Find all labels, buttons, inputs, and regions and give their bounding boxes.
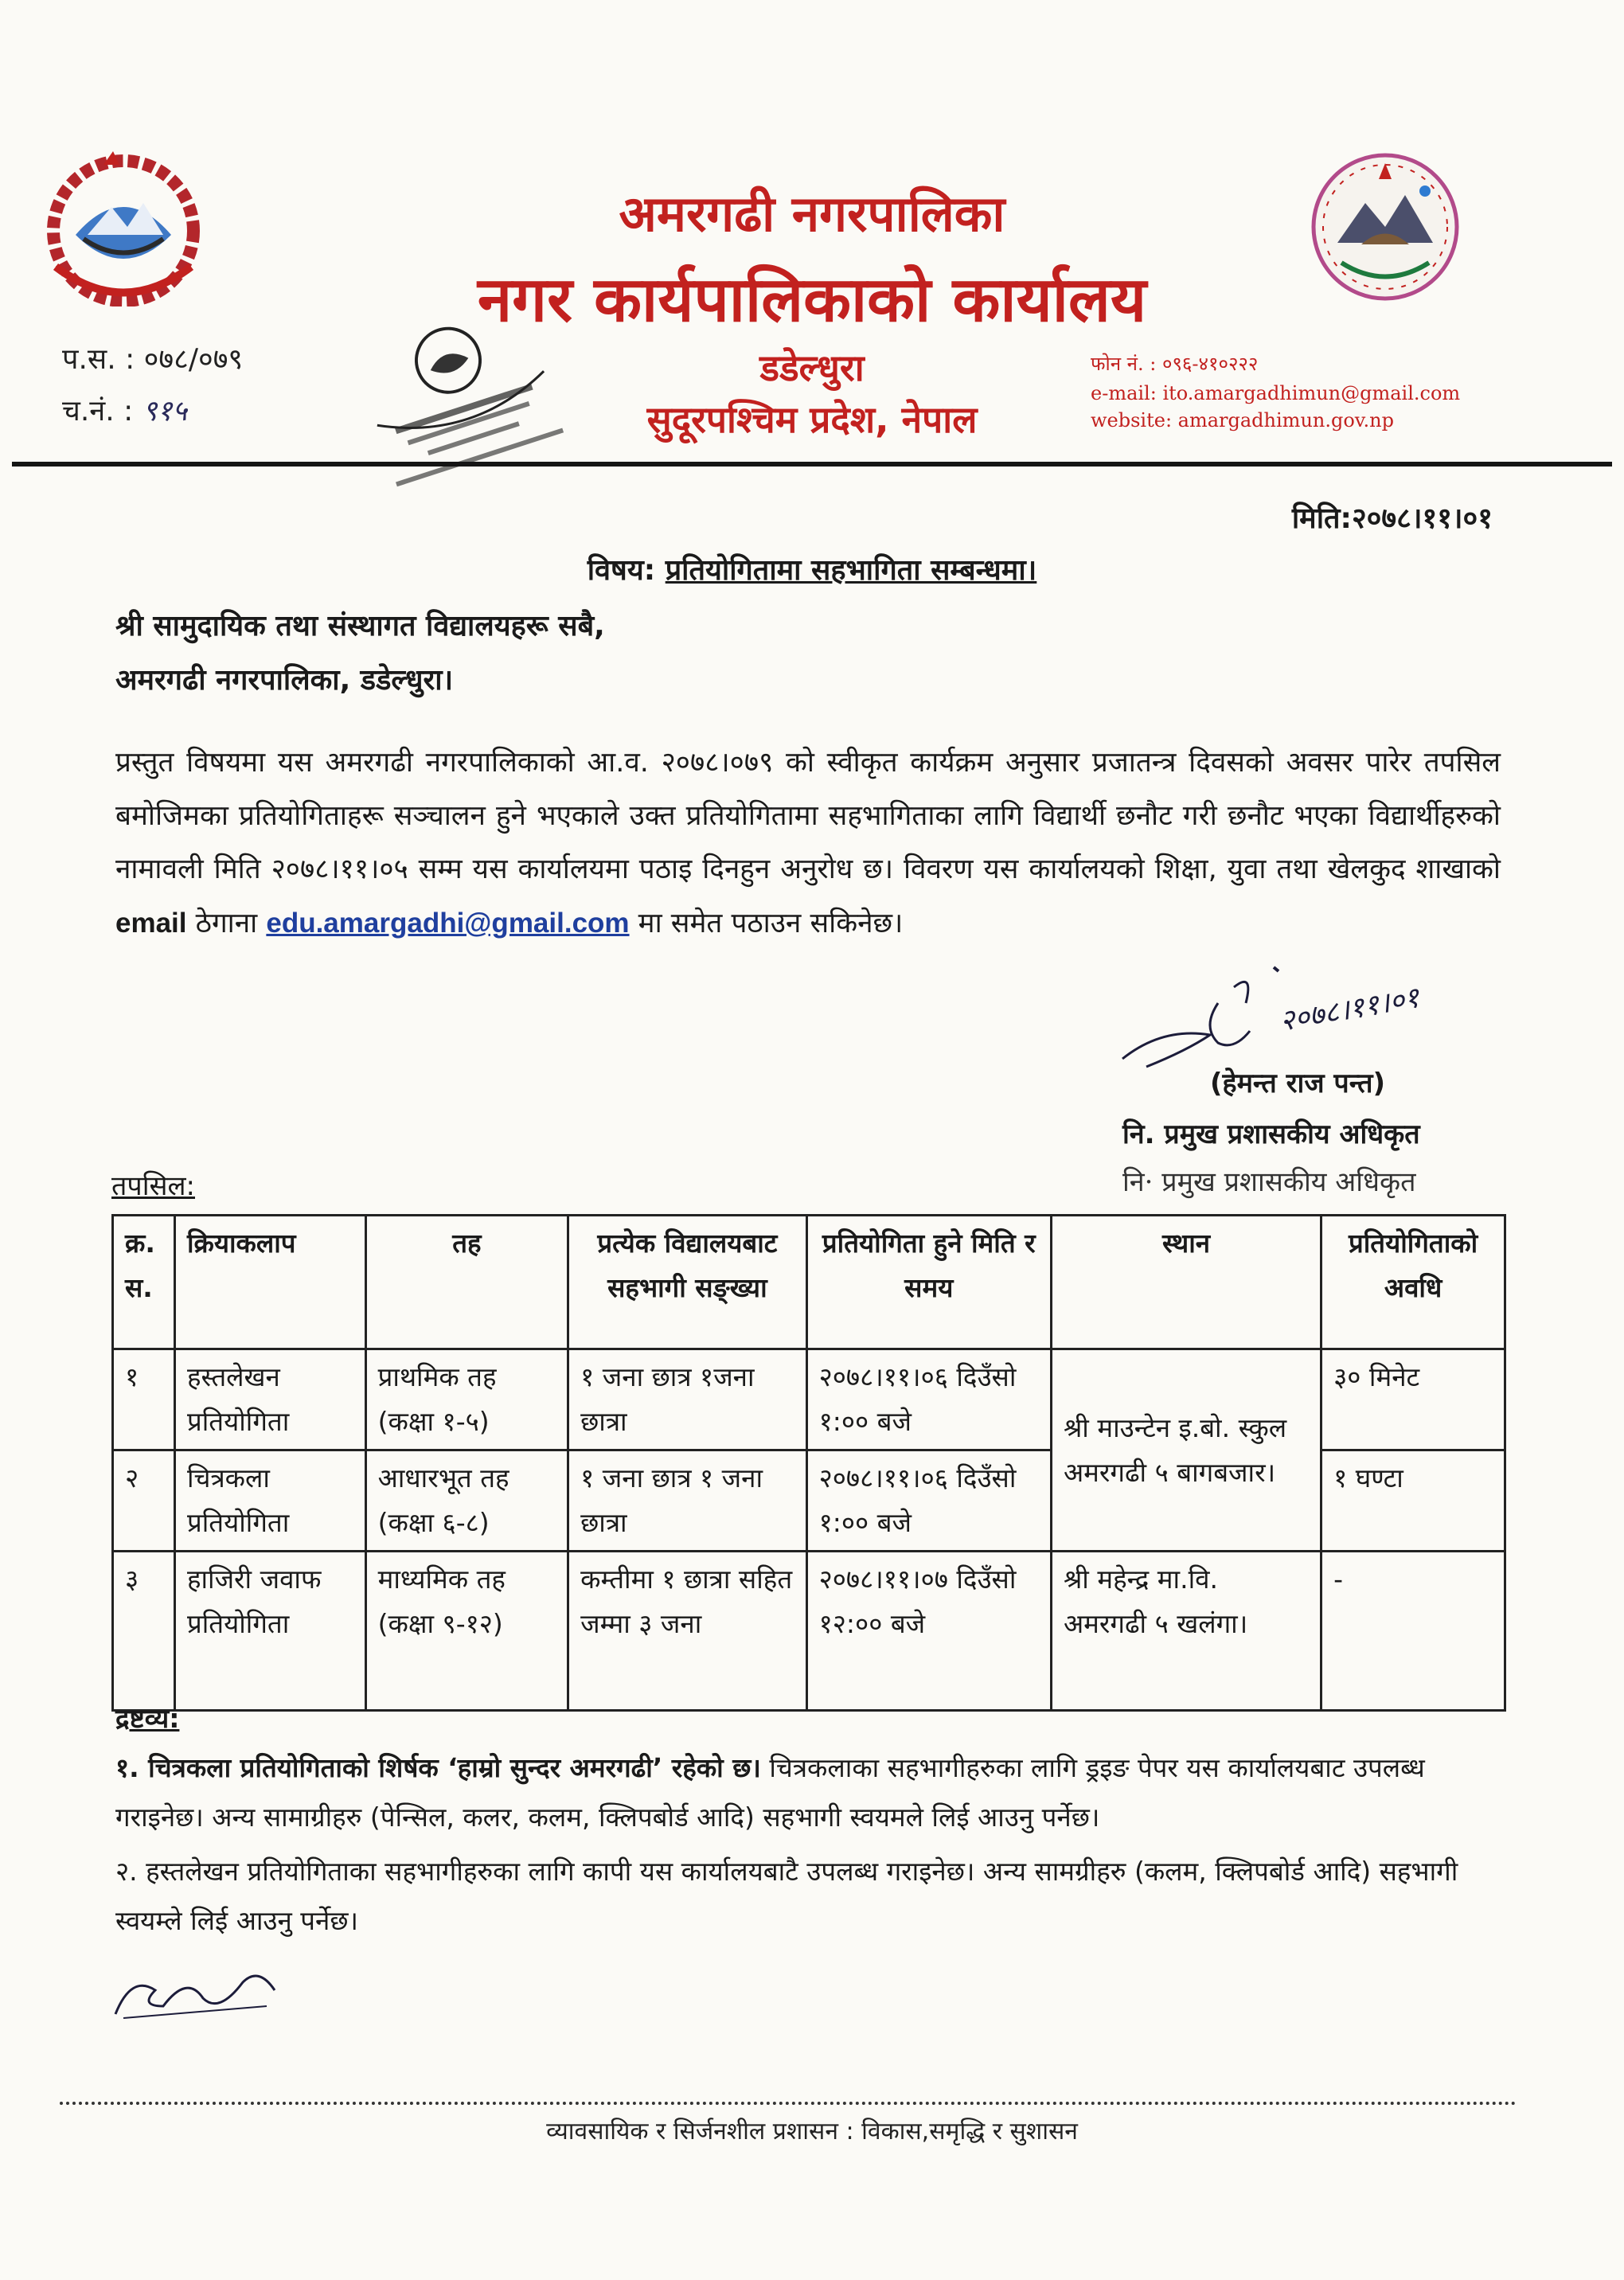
ch-number	[62, 390, 187, 429]
district-name: डडेल्धुरा	[759, 346, 865, 389]
cell-participants: १ जना छात्र १जना छात्रा	[568, 1349, 806, 1450]
col-header-venue: स्थान	[1051, 1216, 1321, 1349]
cell-sn: ३	[113, 1552, 175, 1711]
body-part-1: प्रस्तुत विषयमा यस अमरगढी नगरपालिकाको आ.व. २०७८।०७९ को स्वीकृत कार्यक्रम अनुसार प्रजातन्त्र दिवसको अवसर पारेर तपसिल बमोजिमका प्रतियोगिताहरू सञ्चालन हुने भएकाले उक्त प्रतियोगितामा सहभागिताका लागि विद्यार्थी छनौट गरी छनौट भएका विद्यार्थीहरुको नामावली मिति २०७८।११।०५ सम्म यस कार्यालयमा पठाइ दिनहुन अनुरोध छ। विवरण यस कार्यालयको शिक्षा, युवा तथा खेलकुद शाखाको	[115, 747, 1501, 885]
competition-table	[111, 1214, 1506, 1712]
table-row	[113, 1552, 1505, 1711]
signature-date: २०७८।११।०१	[1277, 981, 1422, 1038]
signatory-title: नि. प्रमुख प्रशासकीय अधिकृत	[1122, 1119, 1420, 1150]
cell-venue: श्री महेन्द्र मा.वि. अमरगढी ५ खलंगा।	[1051, 1552, 1321, 1711]
cell-sn: २	[113, 1450, 175, 1552]
cell-duration: -	[1321, 1552, 1505, 1711]
cell-datetime: २०७८।११।०६ दिउँसो १:०० बजे	[806, 1450, 1051, 1552]
note-2: २. हस्तलेखन प्रतियोगिताका सहभागीहरुका लागि कापी यस कार्यालयबाटै उपलब्ध गराइनेछ। अन्य सामग्रीहरु (कलम, क्लिपबोर्ड आदि) सहभागी स्वयम्ले लिई आउनु पर्नेछ।	[115, 1856, 1458, 1936]
col-header-participants: प्रत्येक विद्यालयबाट सहभागी सङ्ख्या	[568, 1216, 806, 1349]
ch-value: ९१५	[142, 395, 187, 428]
header-divider	[12, 462, 1612, 467]
addressee-line-1: श्री सामुदायिक तथा संस्थागत विद्यालयहरू सबै,	[115, 610, 605, 642]
col-header-level: तह	[365, 1216, 568, 1349]
cell-venue-shared: श्री माउन्टेन इ.बो. स्कुल अमरगढी ५ बागबजार।	[1051, 1349, 1321, 1552]
note-1-title: १. चित्रकला प्रतियोगिताको शिर्षक ‘हाम्रो सुन्दर अमरगढी’ रहेको छ।	[115, 1752, 761, 1783]
cell-activity: चित्रकला प्रतियोगिता	[174, 1450, 365, 1552]
designation-stamp: नि· प्रमुख प्रशासकीय अधिकृत	[1122, 1166, 1416, 1198]
initials-signature	[107, 1942, 291, 2030]
cell-sn: १	[113, 1349, 175, 1450]
province-name: सुदूरपश्चिम प्रदेश, नेपाल	[646, 398, 978, 441]
contact-email[interactable]: e-mail: ito.amargadhimun@gmail.com	[1091, 382, 1461, 404]
cell-activity: हाजिरी जवाफ प्रतियोगिता	[174, 1552, 365, 1711]
letter-body	[115, 736, 1501, 951]
body-part-3: मा समेत पठाउन सकिनेछ।	[629, 908, 904, 939]
cell-duration: १ घण्टा	[1321, 1450, 1505, 1552]
contact-phone: फोन नं. : ०९६-४१०२२२	[1091, 353, 1259, 375]
addressee-line-2: अमरगढी नगरपालिका, डडेल्धुरा।	[115, 664, 454, 697]
municipality-title: अमरगढी नगरपालिका	[619, 185, 1005, 243]
notes-heading: द्रष्टव्य:	[115, 1703, 180, 1734]
office-stamp-icon	[342, 303, 581, 502]
cell-level: आधारभूत तह (कक्षा ६-८)	[365, 1450, 568, 1552]
office-title: नगर कार्यपालिकाको कार्यालय	[477, 264, 1147, 336]
cell-participants: १ जना छात्र १ जना छात्रा	[568, 1450, 806, 1552]
col-header-duration: प्रतियोगिताको अवधि	[1321, 1216, 1505, 1349]
subject-prefix: विषय:	[587, 554, 656, 587]
letter-subject	[0, 549, 1624, 588]
col-header-activity: क्रियाकलाप	[174, 1216, 365, 1349]
cell-level: माध्यमिक तह (कक्षा ९-१२)	[365, 1552, 568, 1711]
subject-text: प्रतियोगितामा सहभागिता सम्बन्धमा।	[665, 554, 1037, 587]
cell-participants: कम्तीमा १ छात्रा सहित जम्मा ३ जना	[568, 1552, 806, 1711]
body-part-2: ठेगाना	[186, 908, 267, 939]
ch-label: च.नं. :	[62, 395, 134, 428]
table-header-row	[113, 1216, 1505, 1349]
cell-datetime: २०७८।११।०७ दिउँसो १२:०० बजे	[806, 1552, 1051, 1711]
contact-website[interactable]: website: amargadhimun.gov.np	[1091, 409, 1394, 431]
table-caption: तपसिल:	[111, 1170, 195, 1202]
note-1	[115, 1743, 1505, 1842]
ps-number: प.स. : ०७८/०७९	[62, 343, 244, 376]
cell-activity: हस्तलेखन प्रतियोगिता	[174, 1349, 365, 1450]
footer-motto: व्यावसायिक र सिर्जनशील प्रशासन : विकास,समृद्धि र सुशासन	[546, 2118, 1078, 2145]
letter-date: मिति:२०७८।११।०१	[1291, 502, 1493, 535]
table-row	[113, 1349, 1505, 1450]
cell-duration: ३० मिनेट	[1321, 1349, 1505, 1450]
handwritten-signature	[1115, 955, 1528, 1075]
body-email-label: email	[115, 908, 187, 939]
cell-datetime: २०७८।११।०६ दिउँसो १:०० बजे	[806, 1349, 1051, 1450]
body-email-link[interactable]: edu.amargadhi@gmail.com	[266, 908, 630, 939]
note-1-body: चित्रकलाका सहभागीहरुका लागि ड्रइङ पेपर यस कार्यालयबाट उपलब्ध गराइनेछ। अन्य सामाग्रीहरु (पेन्सिल, कलर, कलम, क्लिपबोर्ड आदि) सहभागी स्वयमले लिई आउनु पर्नेछ।	[115, 1752, 1425, 1833]
footer-divider	[60, 2102, 1517, 2105]
col-header-sn: क्र. स.	[113, 1216, 175, 1349]
cell-level: प्राथमिक तह (कक्षा १-५)	[365, 1349, 568, 1450]
col-header-datetime: प्रतियोगिता हुने मिति र समय	[806, 1216, 1051, 1349]
signatory-name: (हेमन्त राज पन्त)	[1210, 1068, 1386, 1099]
